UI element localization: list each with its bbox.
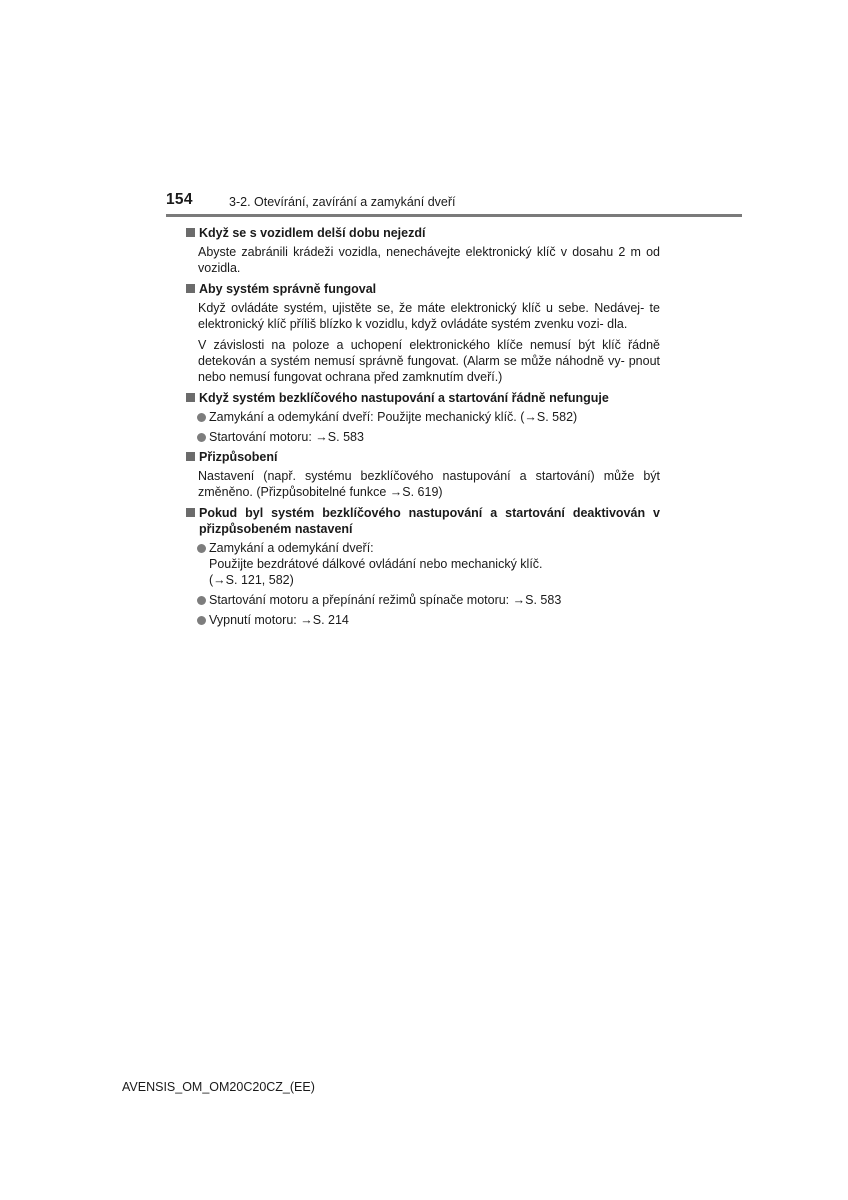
section-heading: Pokud byl systém bezklíčového nastupování a startování deaktivován v přizpůsobeném nastavení	[184, 505, 660, 537]
paragraph: Když ovládáte systém, ujistěte se, že máte elektronický klíč u sebe. Nedávej- te elektronický klíč příliš blízko k vozidlu, když ovládáte systém zvenku vozi- dla.	[198, 301, 660, 331]
paragraph: Nastavení (např. systému bezklíčového nastupování a startování) může být změněno. (Přizpůsobitelné funkce →S. 619)	[198, 469, 660, 499]
square-bullet-icon	[186, 508, 195, 517]
header-divider	[166, 214, 742, 217]
section-correct-operation	[184, 281, 660, 385]
section-customization	[184, 449, 660, 500]
page-number: 154	[166, 191, 193, 208]
document-code: AVENSIS_OM_OM20C20CZ_(EE)	[122, 1080, 315, 1094]
section-title: 3-2. Otevírání, zavírání a zamykání dveří	[229, 195, 456, 209]
section-malfunction	[184, 390, 660, 445]
list-item: Startování motoru: →S. 583	[197, 429, 660, 445]
list-item: Zamykání a odemykání dveří: Použijte bezdrátové dálkové ovládání nebo mechanický klíč. (→S. 121, 582)	[197, 540, 660, 588]
list-item: Startování motoru a přepínání režimů spínače motoru: →S. 583	[197, 592, 660, 608]
section-deactivated	[184, 505, 660, 628]
paragraph: Abyste zabránili krádeži vozidla, nenechávejte elektronický klíč v dosahu 2 m od vozidla.	[198, 245, 660, 275]
round-bullet-icon	[197, 433, 206, 442]
page-content	[184, 225, 660, 632]
section-heading: Když systém bezklíčového nastupování a startování řádně nefunguje	[184, 390, 660, 406]
square-bullet-icon	[186, 452, 195, 461]
section-heading: Aby systém správně fungoval	[184, 281, 660, 297]
square-bullet-icon	[186, 284, 195, 293]
round-bullet-icon	[197, 596, 206, 605]
list-item: Zamykání a odemykání dveří: Použijte mechanický klíč. (→S. 582)	[197, 409, 660, 425]
square-bullet-icon	[186, 393, 195, 402]
square-bullet-icon	[186, 228, 195, 237]
round-bullet-icon	[197, 413, 206, 422]
list-item: Vypnutí motoru: →S. 214	[197, 612, 660, 628]
round-bullet-icon	[197, 616, 206, 625]
section-heading: Přizpůsobení	[184, 449, 660, 465]
paragraph: V závislosti na poloze a uchopení elektronického klíče nemusí být klíč řádně detekován a systém nemusí správně fungovat. (Alarm se může náhodně vy- pnout nebo nemusí fungovat ochrana před zamknutím dveří.)	[198, 338, 660, 384]
page-header	[0, 186, 848, 220]
section-long-parking	[184, 225, 660, 276]
section-heading: Když se s vozidlem delší dobu nejezdí	[184, 225, 660, 241]
round-bullet-icon	[197, 544, 206, 553]
